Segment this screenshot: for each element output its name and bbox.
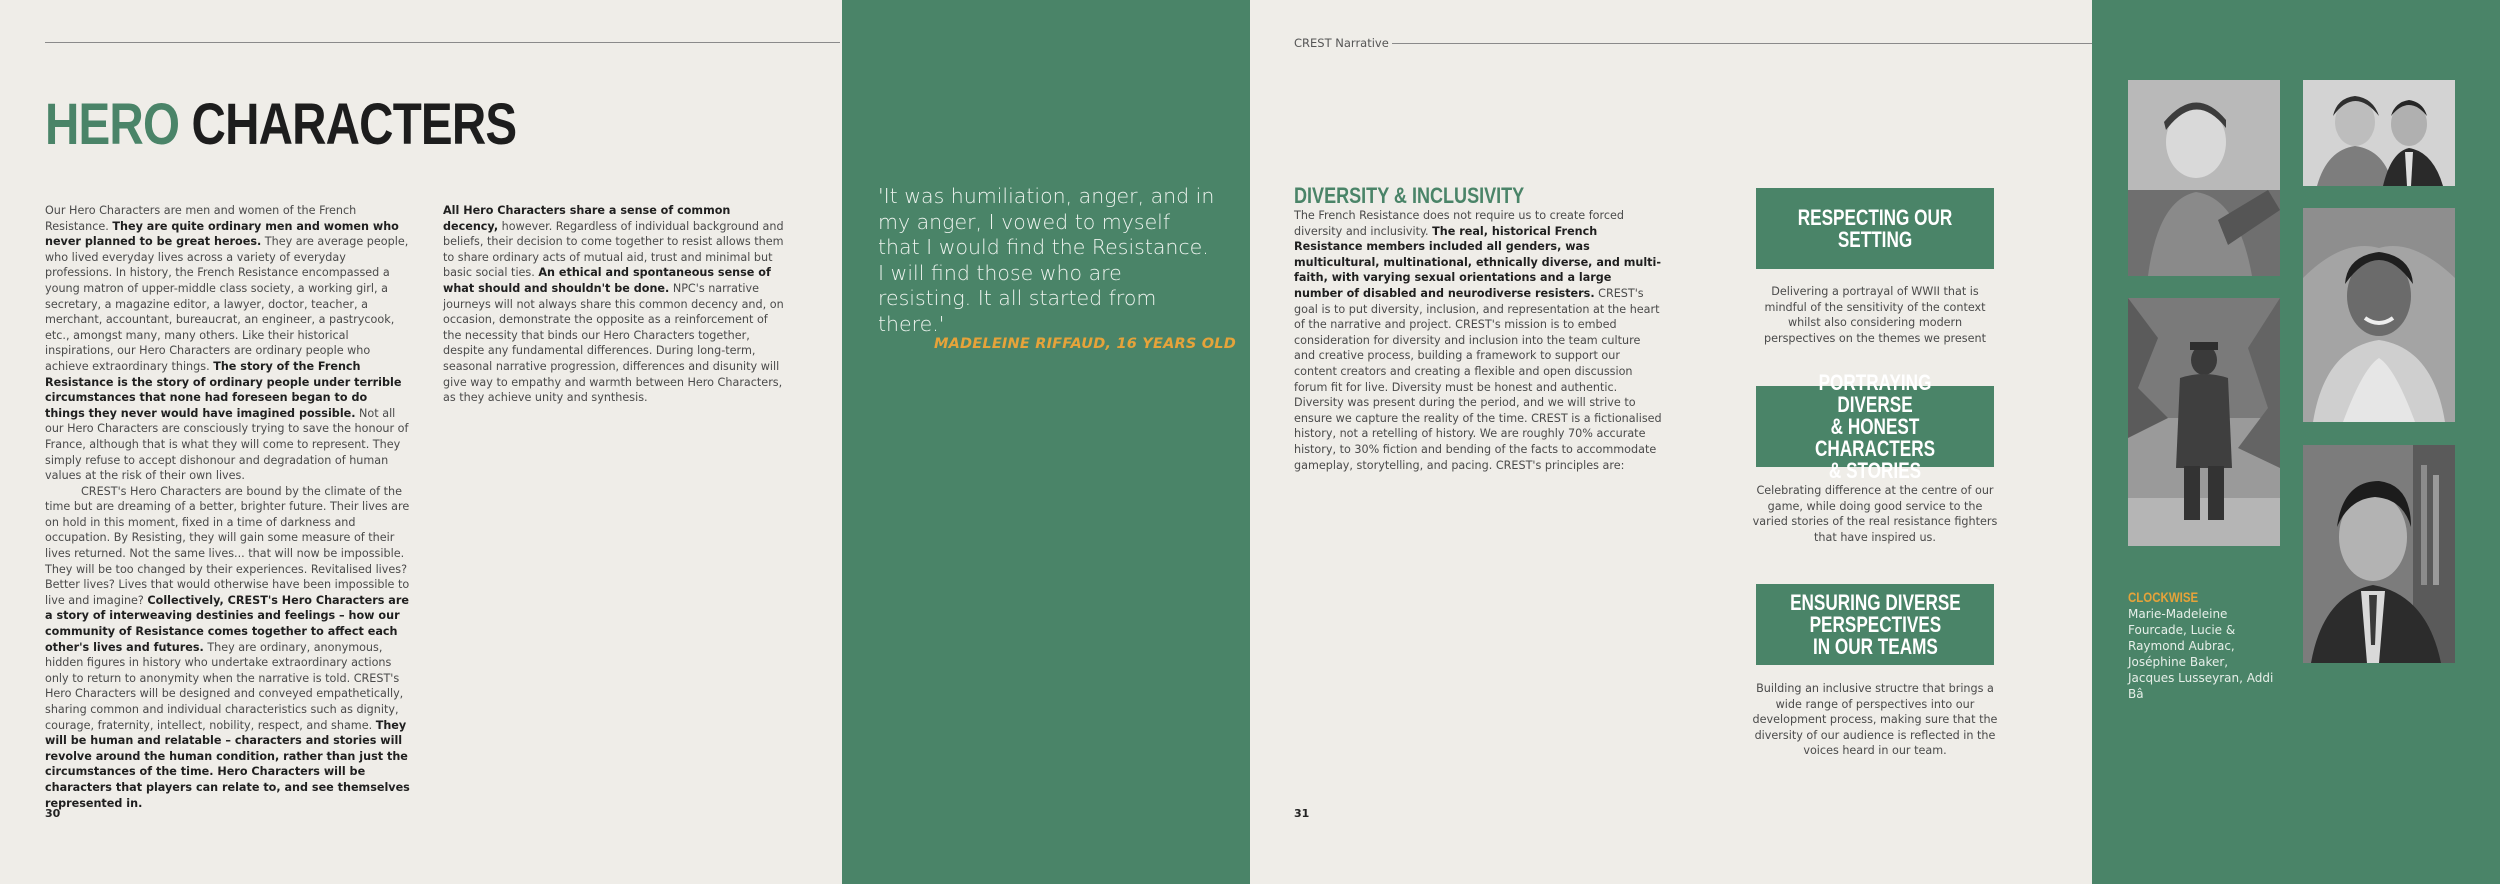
running-head: CREST Narrative: [1294, 36, 1389, 50]
title-accent: HERO: [45, 92, 180, 157]
col1-text: CREST's Hero Characters are bound by the climate of the time but are dreaming of a better, brighter future. Their lives are on hold in this moment, fixed in a time of darkness and occupation. By Resisting, they will gain some measure of their lives returned. Not the same lives... that will now be impossible. They will be too changed by their experiences. Revitalised lives? Better lives? Lives that would otherwise have been impossible to live and imagine?: [45, 484, 410, 607]
col2-bold: All Hero Characters share a sense of common decency,: [443, 204, 731, 233]
caption-title: CLOCKWISE: [2128, 589, 2199, 605]
page-title: [45, 92, 517, 157]
col1-text: They are average people, who lived everyday lives across a variety of everyday professions. In history, the French Resistance encompassed a young matron of upper-middle class society, a working girl, a secretary, a magazine editor, a lawyer, doctor, teacher, a merchant, accountant, bureaucrat, an engineer, a pastrycook, etc., amongst many, many others. Like their historical inspirations, our Hero Characters are ordinary people who achieve extraordinary things.: [45, 235, 409, 373]
page-number-right: 31: [1294, 807, 1310, 820]
col1-text: Not all our Hero Characters are consciously trying to save the honour of France, although that is what they will come to represent. They simply refuse to accept dishonour and degradation of human values at the risk of their own lives.: [45, 406, 409, 483]
principle-title: PORTRAYING DIVERSE & HONEST CHARACTERS & STORIES: [1814, 369, 1936, 483]
body-column-1: [45, 203, 410, 811]
diversity-bold: The real, historical French Resistance members included all genders, was multicultural, multinational, ethnically diverse, and multi-faith, with varying sexual orientations and a large number of disabled and neurodiverse resisters.: [1294, 224, 1662, 300]
col1-bold: The story of the French Resistance is the story of ordinary people under terrible circumstances that none had foreseen began to do things they never would have imagined possible.: [45, 359, 402, 420]
col2-bold: An ethical and spontaneous sense of what should and shouldn't be done.: [443, 266, 771, 295]
principle-box-characters: [1756, 369, 1994, 483]
principle-desc-setting: Delivering a portrayal of WWII that is mindful of the sensitivity of the context whilst also considering modern perspectives on the themes we present: [1764, 285, 1986, 345]
portrait-photo-addi-ba: [2128, 298, 2280, 546]
principle-desc-teams: Building an inclusive structre that brings a wide range of perspectives into our development process, making sure that the diversity of our audience is reflected in the voices heard in our team.: [1752, 682, 1998, 758]
portrait-photo-baker: [2303, 208, 2455, 422]
diversity-text: CREST's goal is to put diversity, inclusion, and representation at the heart of the narrative and project. CREST's mission is to embed consideration for diversity and inclusion into the team culture and creative process, building a framework to support our content creators and creating a flexible and open discussion forum fit for live. Diversity must be honest and authentic. Diversity was present during the period, and we will strive to ensure we capture the reality of the time. CREST is a fictionalised history, not a retelling of history. We are roughly 70% accurate history, to 30% fiction and bending of the facts to accommodate gameplay, storytelling, and pacing. CREST's principles are:: [1294, 286, 1662, 472]
section-title: DIVERSITY & INCLUSIVITY: [1294, 183, 1525, 208]
quote-panel: [842, 0, 1250, 884]
pull-quote: 'It was humiliation, anger, and in my anger, I vowed to myself that I would find the Resistance. I will find those who are resisting. It all started from there.': [878, 184, 1215, 336]
col1-text: They are ordinary, anonymous, hidden figures in history who undertake extraordinary actions only to return to anonymity when the narrative is told. CREST's Hero Characters will be designed and conveyed empathetically, sharing common and individual characteristics such as dignity, courage, fraternity, intellect, nobility, respect, and shame.: [45, 640, 404, 732]
body-column-2: [443, 203, 788, 406]
principle-title: RESPECTING OUR SETTING: [1797, 204, 1953, 252]
quote-author: MADELEINE RIFFAUD, 16 YEARS OLD: [934, 336, 1236, 352]
photo-panel: [2092, 0, 2500, 884]
col1-bold: They will be human and relatable – characters and stories will revolve around the human condition, rather than just the circumstances of the time. Hero Characters will be characters that players can relate to, and see themselves represented in.: [45, 718, 410, 810]
principle-box-setting: [1756, 188, 1994, 269]
page-number-left: 30: [45, 807, 61, 820]
portrait-photo-fourcade: [2128, 80, 2280, 276]
caption-text: Marie-Madeleine Fourcade, Lucie & Raymond Aubrac, Joséphine Baker, Jacques Lusseyran, Addi Bâ: [2128, 607, 2274, 701]
principle-desc-characters: Celebrating difference at the centre of our game, while doing good service to the varied stories of the real resistance fighters that have inspired us.: [1752, 484, 1998, 544]
principle-box-teams: [1756, 584, 1994, 665]
col2-text: however. Regardless of individual background and beliefs, their decision to come together to resist allows them to share ordinary acts of mutual aid, trust and minimal but basic social ties.: [443, 219, 784, 280]
title-rest: CHARACTERS: [191, 92, 517, 157]
principle-title: ENSURING DIVERSE PERSPECTIVES IN OUR TEAMS: [1789, 589, 1961, 659]
col2-text: NPC's narrative journeys will not always share this common decency and, on occasion, demonstrate the opposite as a reinforcement of the necessity that binds our Hero Characters together, despite any fundamental differences. During long-term, seasonal narrative progression, differences and disunity will give way to empathy and warmth between Hero Characters, as they achieve unity and synthesis.: [443, 281, 784, 405]
diversity-body: [1294, 208, 1662, 473]
diversity-text: The French Resistance does not require us to create forced diversity and inclusivity.: [1294, 209, 1624, 238]
portrait-photo-lusseyran: [2303, 445, 2455, 663]
col1-text: Our Hero Characters are men and women of the French Resistance.: [45, 204, 357, 233]
top-rule-right: [1392, 43, 2092, 44]
portrait-photo-aubrac: [2303, 80, 2455, 186]
col1-bold: They are quite ordinary men and women who never planned to be great heroes.: [45, 219, 399, 249]
col1-bold: Collectively, CREST's Hero Characters are a story of interweaving destinies and feelings – how our community of Resistance comes together to affect each other's lives and futures.: [45, 593, 409, 654]
top-rule-left: [45, 42, 840, 43]
